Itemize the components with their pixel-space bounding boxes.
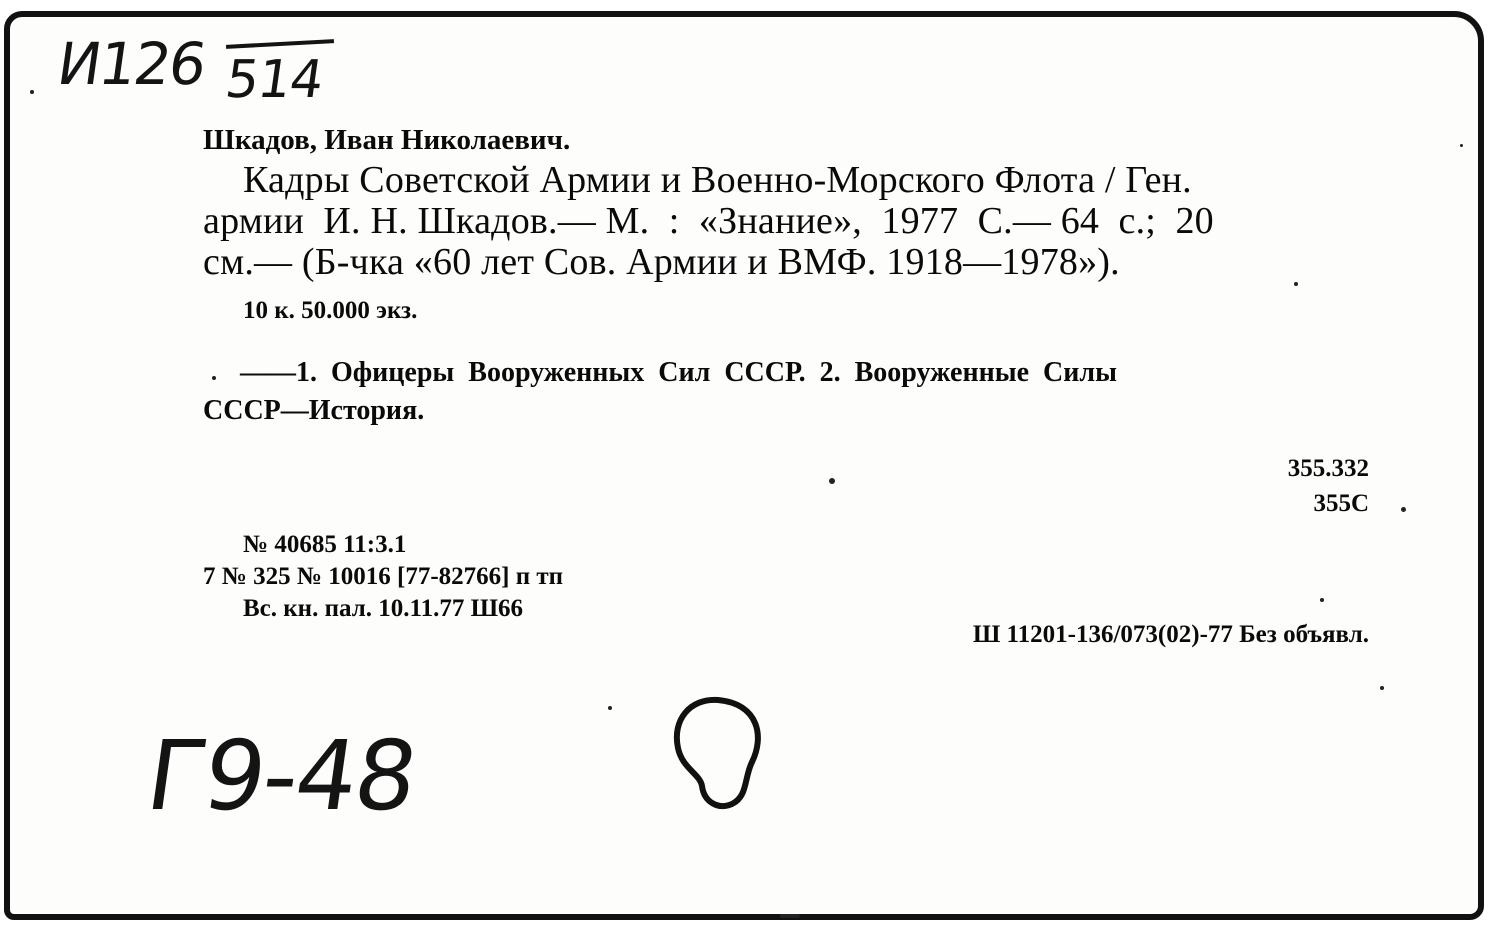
edition-code: Ш 11201-136/073(02)-77 Без объявл. <box>972 621 1369 648</box>
record-line-2: 7 № 325 № 10016 [77-82766] п тп <box>203 563 564 590</box>
price-circulation: 10 к. 50.000 экз. <box>243 297 418 324</box>
scan-speck <box>1460 144 1463 147</box>
subjects-line-1: ——1. Офицеры Вооруженных Сил СССР. 2. Вооруженные Силы <box>240 357 1117 388</box>
scan-speck <box>608 706 612 710</box>
scan-speck <box>1401 507 1406 512</box>
handwritten-shelf-code: Г9-48 <box>140 720 423 832</box>
scan-speck <box>30 90 34 94</box>
handwritten-fraction: 514 <box>221 50 327 110</box>
record-line-3: Вс. кн. пал. 10.11.77 Ш66 <box>243 595 524 622</box>
scan-speck <box>1320 598 1324 602</box>
handwritten-call-number: И126 <box>53 30 209 98</box>
scan-speck <box>780 914 800 918</box>
title-line-3: см.— (Б-чка «60 лет Сов. Армии и ВМФ. 1918—1978»). <box>203 241 1120 283</box>
scan-speck <box>829 478 835 484</box>
record-line-1: № 40685 11:3.1 <box>243 531 407 558</box>
bbk-number: 355С <box>1313 490 1369 517</box>
author-heading: Шкадов, Иван Николаевич. <box>203 124 571 156</box>
hand-drawn-loop <box>660 690 780 820</box>
title-line-1: Кадры Советской Армии и Военно-Морского Флота / Ген. <box>243 159 1192 201</box>
scan-speck <box>212 376 216 380</box>
udc-number: 355.332 <box>1287 455 1369 482</box>
title-line-2: армии И. Н. Шкадов.— М. : «Знание», 1977 С.— 64 с.; 20 <box>203 200 1214 242</box>
subjects-line-2: СССР—История. <box>203 395 425 426</box>
scan-speck <box>1380 686 1384 690</box>
scan-speck <box>1294 282 1298 286</box>
